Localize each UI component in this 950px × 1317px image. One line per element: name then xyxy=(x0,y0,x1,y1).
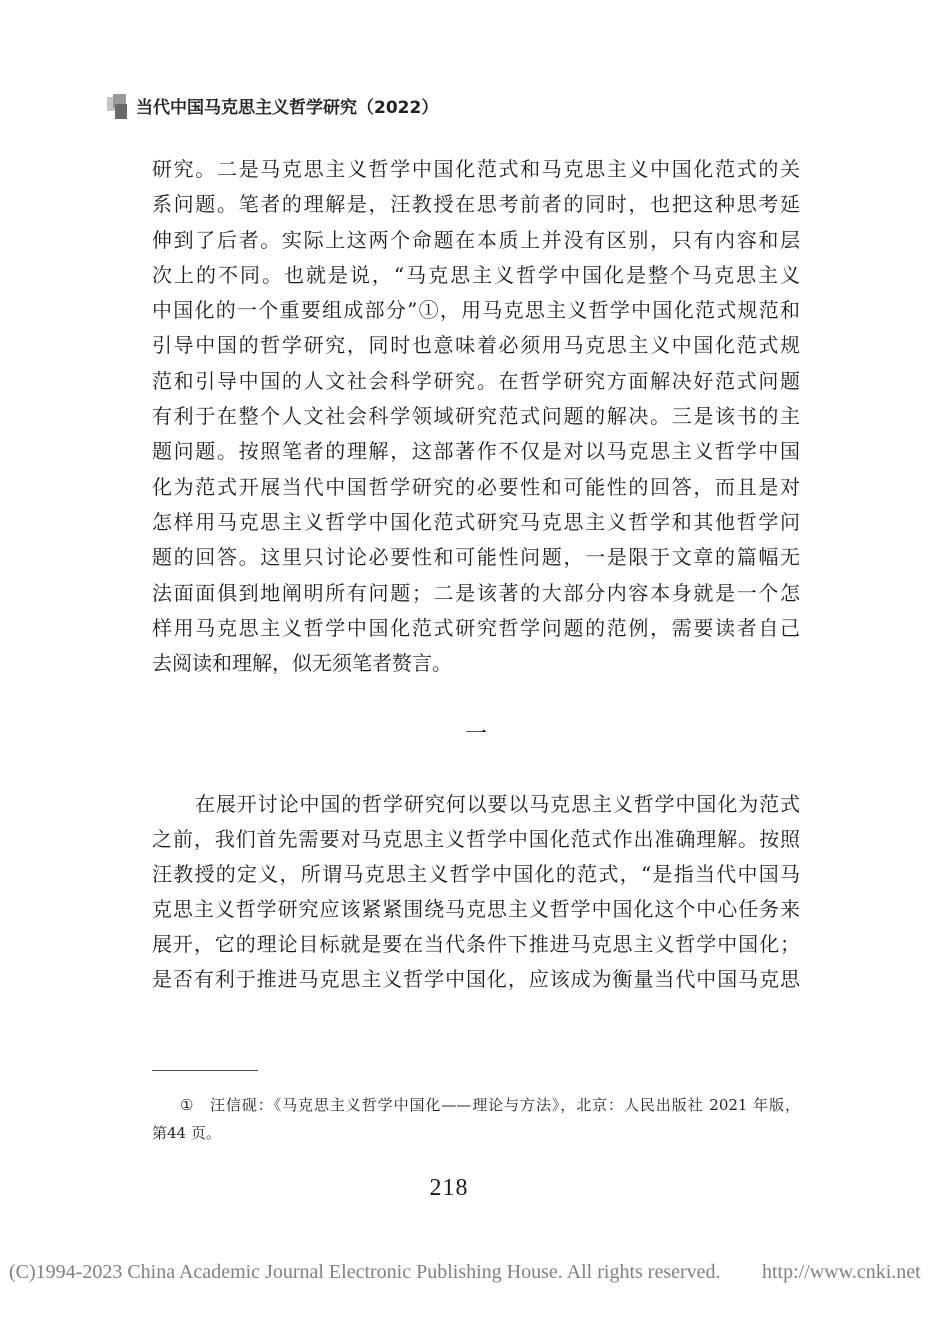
section-heading: 一 xyxy=(464,722,487,747)
text-line: 伸到了后者。实际上这两个命题在本质上并没有区别，只有内容和层 xyxy=(152,227,800,252)
page-number: 218 xyxy=(429,1175,469,1201)
running-header-title: 当代中国马克思主义哲学研究（2022） xyxy=(136,98,439,118)
text-line: 法面面俱到地阐明所有问题；二是该著的大部分内容本身就是一个怎 xyxy=(152,580,800,605)
footnote-text: 汪信砚：《马克思主义哲学中国化——理论与方法》，北京：人民出版社 2021 年版， xyxy=(210,1096,800,1114)
footnote-marker: ① xyxy=(180,1096,194,1114)
text-line: 克思主义哲学研究应该紧紧围绕马克思主义哲学中国化这个中心任务来 xyxy=(152,897,800,921)
text-line: 研究。二是马克思主义哲学中国化范式和马克思主义中国化范式的关 xyxy=(152,157,800,181)
text-line-with-footnote-ref: 中国化的一个重要组成部分”①，用马克思主义哲学中国化范式规范和 xyxy=(152,298,800,323)
text-line: 范和引导中国的人文社会科学研究。在哲学研究方面解决好范式问题 xyxy=(152,368,800,393)
footnote-text: 第44 页。 xyxy=(152,1124,221,1142)
text-line: 汪教授的定义，所谓马克思主义哲学中国化的范式，“是指当代中国马 xyxy=(152,862,800,886)
text-line: 引导中国的哲学研究，同时也意味着必须用马克思主义中国化范式规 xyxy=(152,333,800,358)
text-line: 在展开讨论中国的哲学研究何以要以马克思主义哲学中国化为范式 xyxy=(195,792,800,816)
text-line: 次上的不同。也就是说，“马克思主义哲学中国化是整个马克思主义 xyxy=(152,262,800,287)
body-paragraph xyxy=(152,152,800,681)
watermark-copyright: (C)1994-2023 China Academic Journal Electronic Publishing House. All rights reserved. xyxy=(9,1261,721,1283)
text-line: 怎样用马克思主义哲学中国化范式研究马克思主义哲学和其他哲学问 xyxy=(152,509,800,534)
watermark-url: http://www.cnki.net xyxy=(762,1261,921,1283)
text-line: 是否有利于推进马克思主义哲学中国化，应该成为衡量当代中国马克思 xyxy=(152,967,800,991)
text-line: 样用马克思主义哲学中国化范式研究哲学问题的范例，需要读者自己 xyxy=(152,615,800,640)
text-line: 有利于在整个人文社会科学领域研究范式问题的解决。三是该书的主 xyxy=(152,404,800,429)
text-line: 展开，它的理论目标就是要在当代条件下推进马克思主义哲学中国化； xyxy=(152,932,800,956)
text-line: 题问题。按照笔者的理解，这部著作不仅是对以马克思主义哲学中国 xyxy=(152,439,800,464)
text-line: 题的回答。这里只讨论必要性和可能性问题，一是限于文章的篇幅无 xyxy=(152,545,800,570)
body-paragraph xyxy=(152,787,800,997)
footnote-separator-rule xyxy=(152,1070,258,1071)
text-line: 化为范式开展当代中国哲学研究的必要性和可能性的回答，而且是对 xyxy=(152,474,800,499)
footnote-line xyxy=(152,1091,800,1119)
text-line: 之前，我们首先需要对马克思主义哲学中国化范式作出准确理解。按照 xyxy=(152,827,800,851)
text-line: 系问题。笔者的理解是，汪教授在思考前者的同时，也把这种思考延 xyxy=(152,192,800,217)
footnote xyxy=(152,1091,800,1147)
text-line: 去阅读和理解，似无须笔者赘言。 xyxy=(152,651,452,676)
stacked-squares-icon xyxy=(106,93,130,121)
footnote-line xyxy=(152,1119,800,1147)
